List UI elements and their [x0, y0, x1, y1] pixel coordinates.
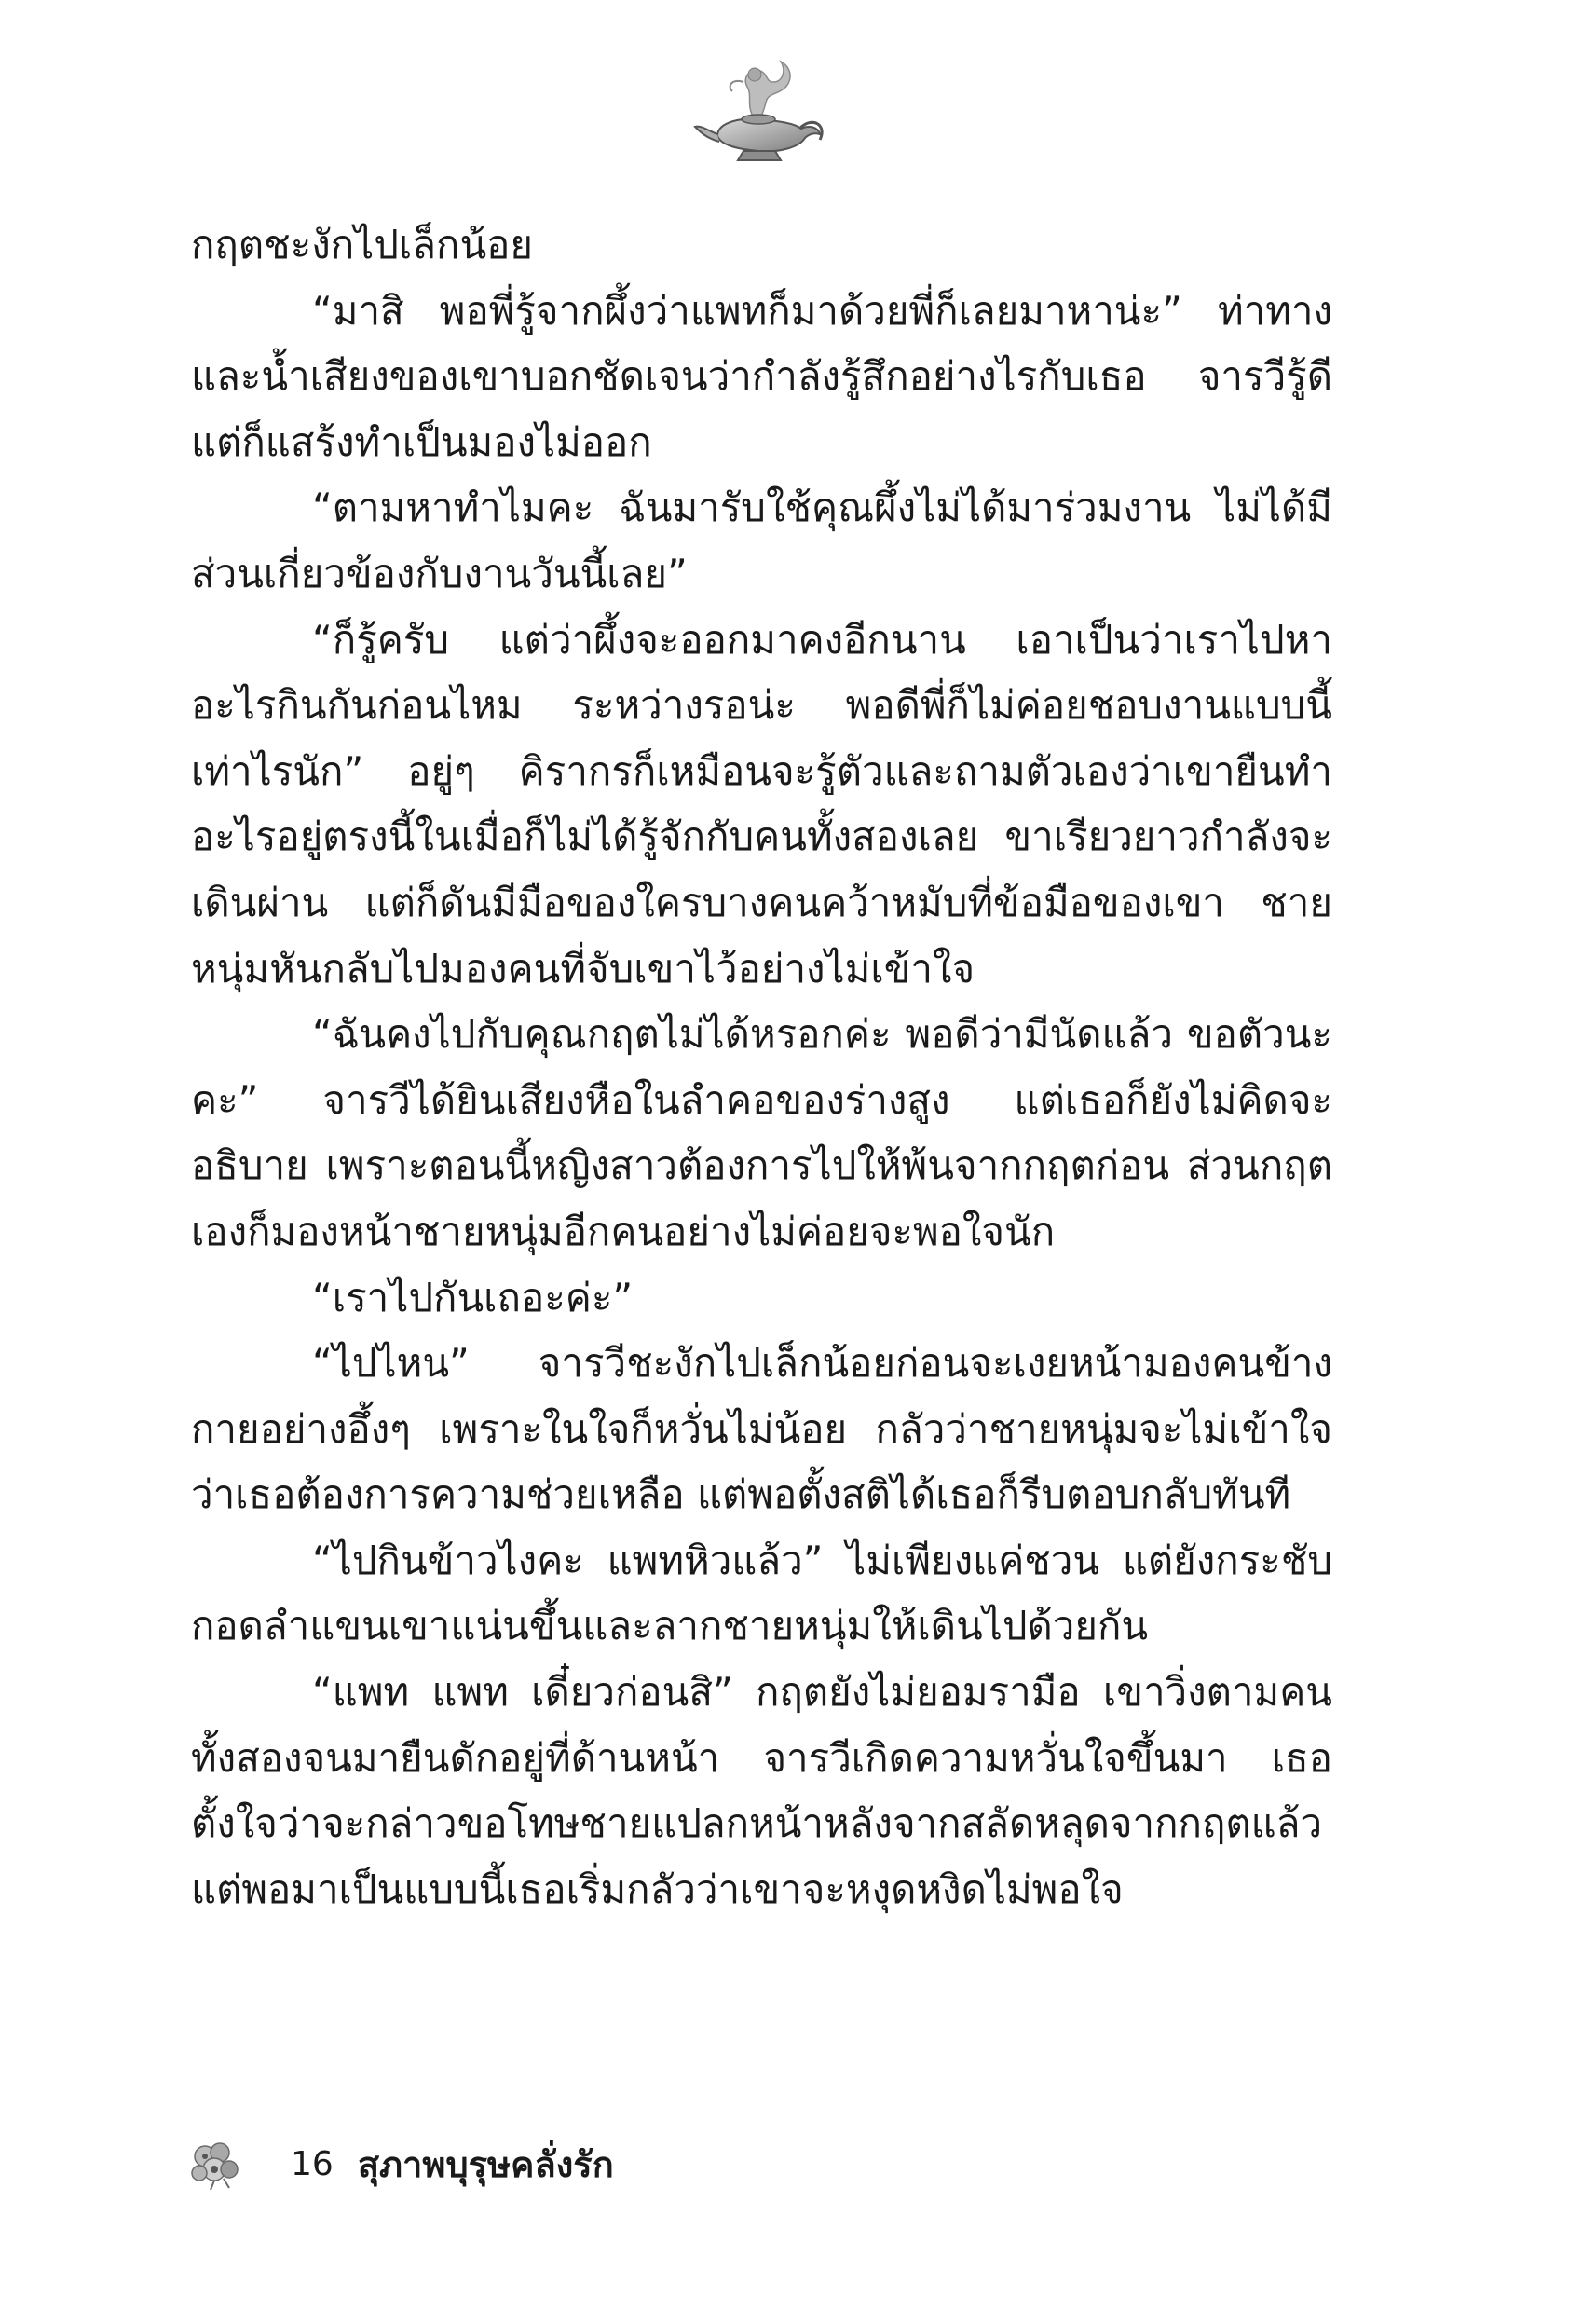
- genie-lamp-icon: [689, 54, 829, 166]
- paragraph: “ไปไหน” จารวีชะงักไปเล็กน้อยก่อนจะเงยหน้ามองคนข้างกายอย่างอึ้งๆ เพราะในใจก็หวั่นไม่น้อย กลัวว่าชายหนุ่มจะไม่เข้าใจว่าเธอต้องการความช่วยเหลือ แต่พอตั้งสติได้เธอก็รีบตอบกลับทันที: [191, 1340, 1332, 1518]
- paragraph: “ตามหาทำไมคะ ฉันมารับใช้คุณผึ้งไม่ได้มาร่วมงาน ไม่ได้มีส่วนเกี่ยวข้องกับงานวันนี้เลย”: [191, 485, 1332, 596]
- body-text: [191, 212, 1332, 1922]
- book-title: สุภาพบุรุษคลั่งรัก: [357, 2143, 614, 2185]
- flower-icon: [186, 2138, 244, 2190]
- paragraph: “ก็รู้ครับ แต่ว่าผึ้งจะออกมาคงอีกนาน เอาเป็นว่าเราไปหาอะไรกินกันก่อนไหม ระหว่างรอน่ะ พอดีพี่ก็ไม่ค่อยชอบงานแบบนี้เท่าไรนัก” อยู่ๆ คิรากรก็เหมือนจะรู้ตัวและถามตัวเองว่าเขายืนทำอะไรอยู่ตรงนี้ในเมื่อก็ไม่ได้รู้จักกับคนทั้งสองเลย ขาเรียวยาวกำลังจะเดินผ่าน แต่ก็ดันมีมือของใครบางคนคว้าหมับที่ข้อมือของเขา ชายหนุ่มหันกลับไปมองคนที่จับเขาไว้อย่างไม่เข้าใจ: [191, 616, 1332, 991]
- paragraph: “ฉันคงไปกับคุณกฤตไม่ได้หรอกค่ะ พอดีว่ามีนัดแล้ว ขอตัวนะคะ” จารวีได้ยินเสียงหือในลำคอของร่างสูง แต่เธอก็ยังไม่คิดจะอธิบาย เพราะตอนนี้หญิงสาวต้องการไปให้พ้นจากกฤตก่อน ส่วนกฤตเองก็มองหน้าชายหนุ่มอีกคนอย่างไม่ค่อยจะพอใจนัก: [191, 1011, 1332, 1254]
- paragraph: กฤตชะงักไปเล็กน้อย: [191, 222, 533, 267]
- paragraph: “เราไปกันเถอะค่ะ”: [312, 1274, 634, 1320]
- page-number: 16: [291, 2144, 334, 2183]
- paragraph: “แพท แพท เดี๋ยวก่อนสิ” กฤตยังไม่ยอมรามือ เขาวิ่งตามคนทั้งสองจนมายืนดักอยู่ที่ด้านหน้า จารวีเกิดความหวั่นใจขึ้นมา เธอตั้งใจว่าจะกล่าวขอโทษชายแปลกหน้าหลังจากสลัดหลุดจากกฤตแล้วแต่พอมาเป็นแบบนี้เธอเริ่มกลัวว่าเขาจะหงุดหงิดไม่พอใจ: [191, 1669, 1332, 1912]
- page-footer: [186, 2136, 614, 2192]
- paragraph: “มาสิ พอพี่รู้จากผึ้งว่าแพทก็มาด้วยพี่ก็เลยมาหาน่ะ” ท่าทางและน้ำเสียงของเขาบอกชัดเจนว่ากำลังรู้สึกอย่างไรกับเธอ จารวีรู้ดีแต่ก็แสร้งทำเป็นมองไม่ออก: [191, 287, 1332, 465]
- paragraph: “ไปกินข้าวไงคะ แพทหิวแล้ว” ไม่เพียงแค่ชวน แต่ยังกระชับกอดลำแขนเขาแน่นขึ้นและลากชายหนุ่มให้เดินไปด้วยกัน: [191, 1537, 1332, 1649]
